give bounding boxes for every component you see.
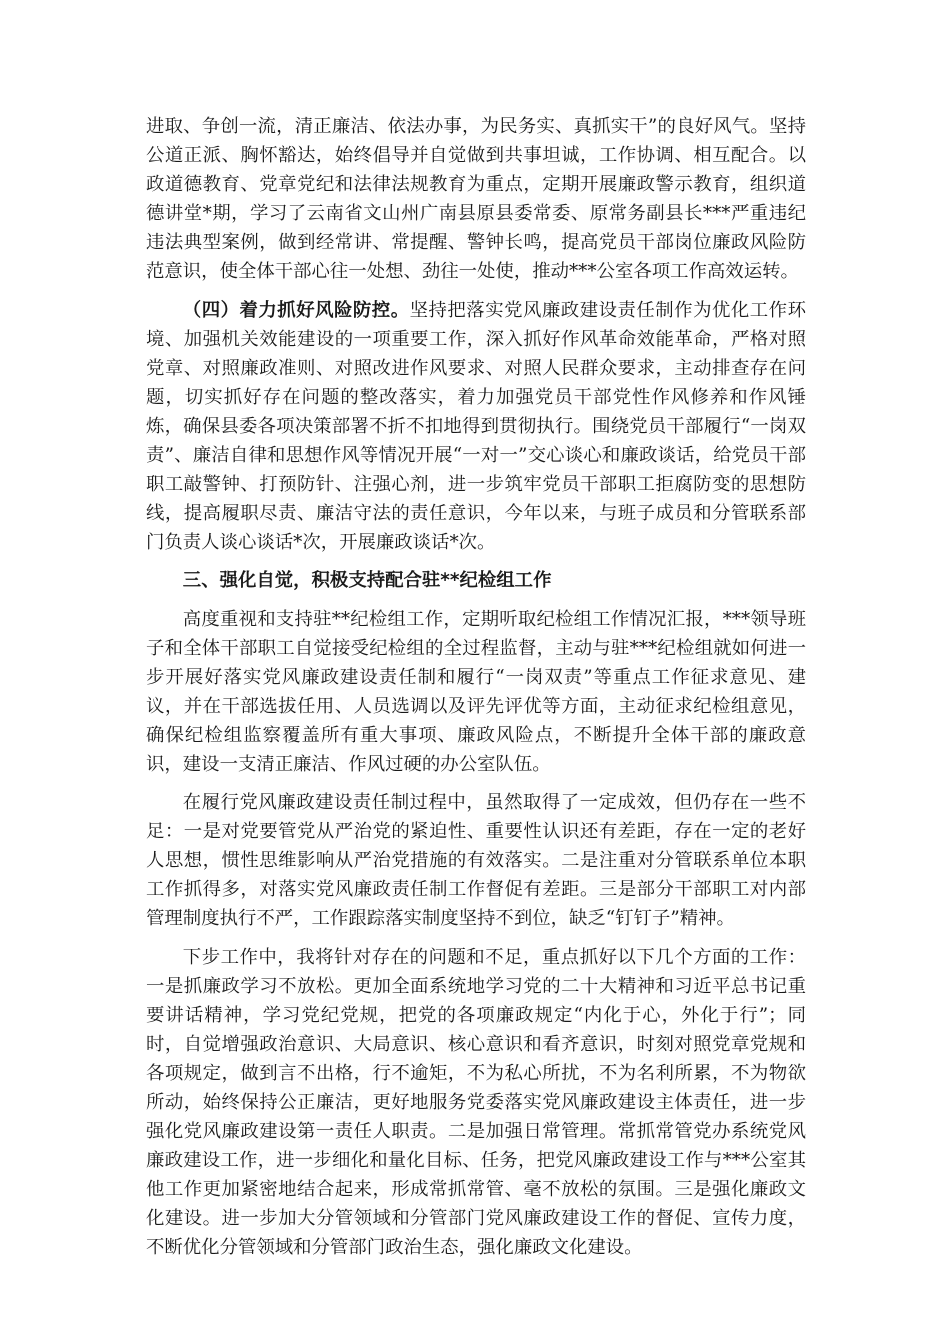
section-heading-three: 三、强化自觉，积极支持配合驻**纪检组工作 — [182, 570, 552, 592]
paragraph-next-steps: 下步工作中，我将针对存在的问题和不足，重点抓好以下几个方面的工作：一是抓廉政学习不放松。更加全面系统地学习党的二十大精神和习近平总书记重要讲话精神，学习党纪党规，把党的各项廉政规定“内化于心，外化于行”；同时，自觉增强政治意识、大局意识、核心意识和看齐意识，时刻对照党章党规和各项规定，做到言不出格，行不逾矩，不为私心所扰，不为名利所累，不为物欲所动，始终保持公正廉洁，更好地服务党委落实党风廉政建设主体责任，进一步强化党风廉政建设第一责任人职责。二是加强日常管理。常抓常管党办系统党风廉政建设工作，进一步细化和量化目标、任务，把党风廉政建设工作与***公室其他工作更加紧密地结合起来，形成常抓常管、毫不放松的氛围。三是强化廉政文化建设。进一步加大分管领域和分管部门党风廉政建设工作的督促、宣传力度，不断优化分管领域和分管部门政治生态，强化廉政文化建设。 — [146, 946, 806, 1259]
document-body — [146, 112, 806, 1263]
paragraph-shortcomings: 在履行党风廉政建设责任制过程中，虽然取得了一定成效，但仍存在一些不足：一是对党要管党从严治党的紧迫性、重要性认识还有差距，存在一定的老好人思想，惯性思维影响从严治党措施的有效落实。二是注重对分管联系单位本职工作抓得多，对落实党风廉政责任制工作督促有差距。三是部分干部职工对内部管理制度执行不严，工作跟踪落实制度坚持不到位，缺乏“钉钉子”精神。 — [146, 792, 806, 930]
paragraph-lead-heading: （四）着力抓好风险防控。 — [182, 299, 410, 321]
paragraph-continuation: 进取、争创一流，清正廉洁、依法办事，为民务实、真抓实干”的良好风气。坚持公道正派、胸怀豁达，始终倡导并自觉做到共事坦诚，工作协调、相互配合。以政道德教育、党章党纪和法律法规教育为重点，定期开展廉政警示教育，组织道德讲堂*期，学习了云南省文山州广南县原县委常委、原常务副县长***严重违纪违法典型案例，做到经常讲、常提醒、警钟长鸣，提高党员干部岗位廉政风险防范意识，使全体干部心往一处想、劲往一处使，推动***公室各项工作高效运转。 — [146, 116, 806, 283]
paragraph-risk-control — [146, 296, 806, 558]
paragraph-body-text: 坚持把落实党风廉政建设责任制作为优化工作环境、加强机关效能建设的一项重要工作，深入抓好作风革命效能革命，严格对照党章、对照廉政准则、对照改进作风要求、对照人民群众要求，主动排查存在问题，切实抓好存在问题的整改落实，着力加强党员干部党性作风修养和作风锤炼，确保县委各项决策部署不折不扣地得到贯彻执行。围绕党员干部履行“一岗双责”、廉洁自律和思想作风等情况开展“一对一”交心谈心和廉政谈话，给党员干部职工敲警钟、打预防针、注强心剂，进一步筑牢党员干部职工拒腐防变的思想防线，提高履职尽责、廉洁守法的责任意识，今年以来，与班子成员和分管联系部门负责人谈心谈话*次，开展廉政谈话*次。 — [146, 299, 806, 554]
paragraph-discipline-support: 高度重视和支持驻**纪检组工作，定期听取纪检组工作情况汇报，***领导班子和全体干部职工自觉接受纪检组的全过程监督，主动与驻***纪检组就如何进一步开展好落实党风廉政建设责任制和履行“一岗双责”等重点工作征求意见、建议，并在干部选拔任用、人员选调以及评先评优等方面，主动征求纪检组意见，确保纪检组监察覆盖所有重大事项、廉政风险点，不断提升全体干部的廉政意识，建设一支清正廉洁、作风过硬的办公室队伍。 — [146, 608, 806, 775]
